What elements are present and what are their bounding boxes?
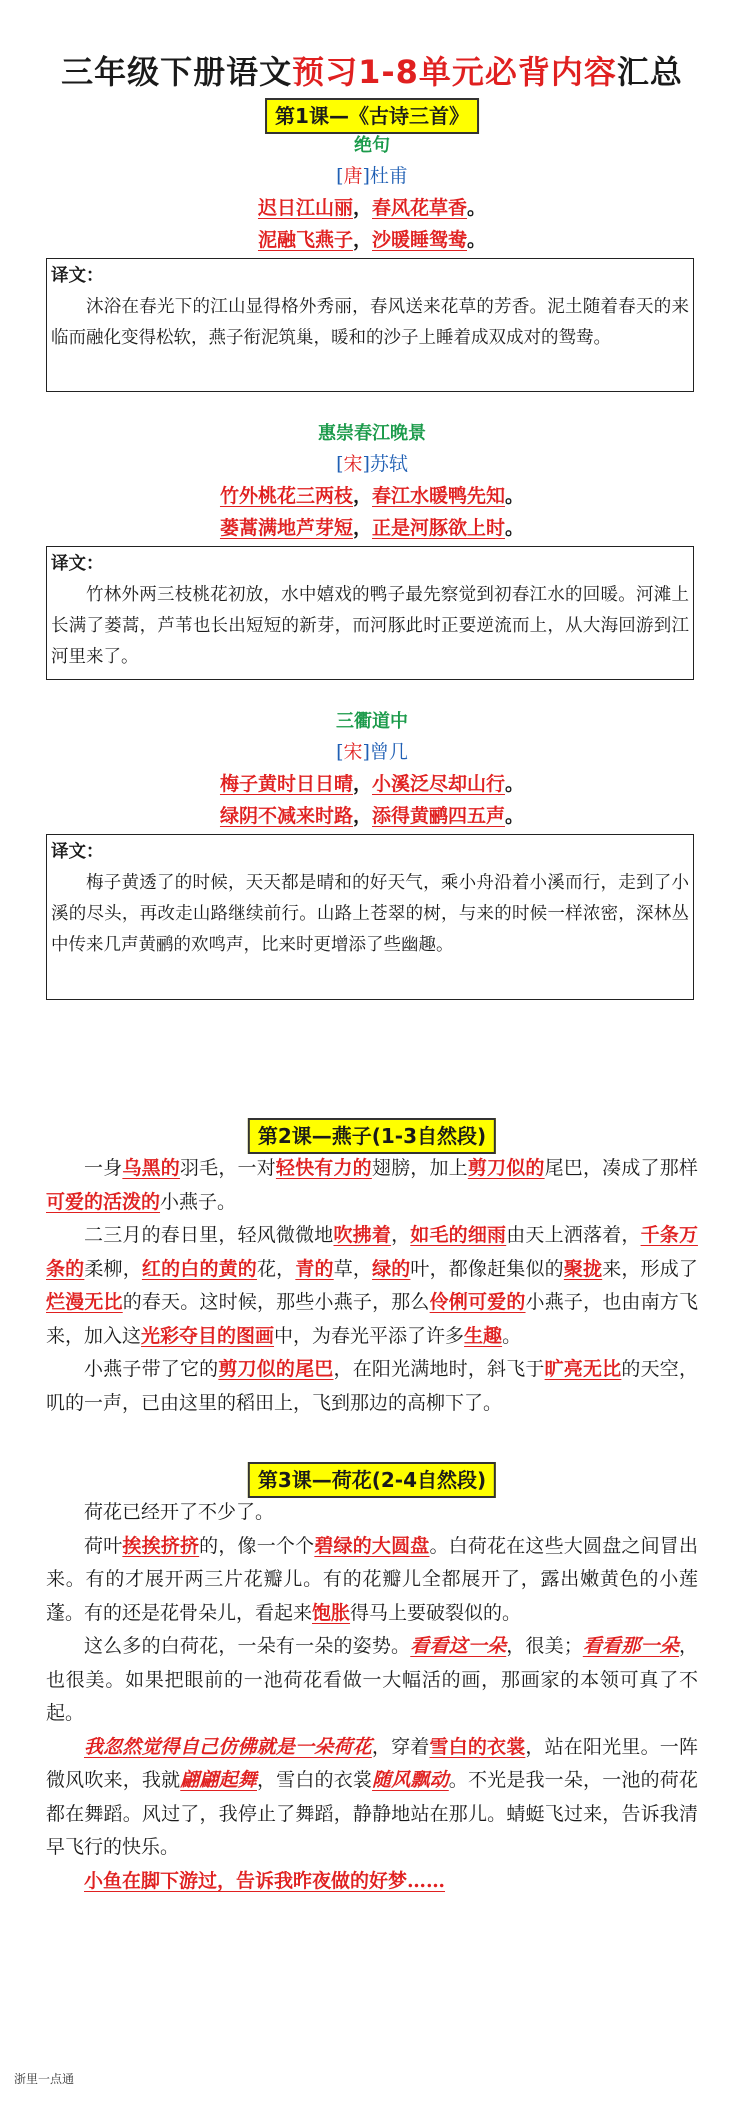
- poem1-line1b: 春风花草香: [372, 197, 468, 219]
- poem1-line2a: 泥融飞燕子: [257, 229, 353, 251]
- lesson2-heading: 第2课—燕子(1-3自然段): [248, 1118, 496, 1154]
- lesson3-text: [46, 1496, 698, 1898]
- poem2-author-name: 苏轼: [369, 453, 408, 475]
- poem3-translation: 梅子黄透了的时候，天天都是晴和的好天气，乘小舟沿着小溪而行，走到了小溪的尽头，再改走山路继续前行。山路上苍翠的树，与来的时候一样浓密，深林丛中传来几声黄鹂的欢鸣声，比来时更增添了些幽趣。: [51, 873, 689, 955]
- lesson3-heading: 第3课—荷花(2-4自然段): [248, 1462, 496, 1498]
- poem2-title: 惠崇春江晚景: [318, 423, 426, 444]
- poem1-author-name: 杜甫: [369, 165, 408, 187]
- title-part3: 汇总: [616, 53, 683, 91]
- poem2-translation: 竹林外两三枝桃花初放，水中嬉戏的鸭子最先察觉到初春江水的回暖。河滩上长满了蒌蒿，芦苇也长出短短的新芽，而河豚此时正要逆流而上，从大海回游到江河里来了。: [51, 585, 689, 667]
- lesson2-paragraph-1: 一身乌黑的羽毛，一对轻快有力的翅膀，加上剪刀似的尾巴，凑成了那样可爱的活泼的小燕子。: [46, 1157, 698, 1213]
- poem1-author: [唐]杜甫: [336, 165, 408, 187]
- poem3-line2a: 绿阴不减来时路: [219, 805, 353, 827]
- poem2-translation-box: [46, 546, 694, 680]
- poem2-author: [宋]苏轼: [336, 453, 408, 475]
- poem2-line2a: 蒌蒿满地芦芽短: [219, 517, 353, 539]
- poem3-title: 三衢道中: [336, 711, 408, 732]
- poem1-title: 绝句: [354, 135, 390, 156]
- page-title: [0, 50, 744, 94]
- lesson3-paragraph-4: 我忽然觉得自己仿佛就是一朵荷花，穿着雪白的衣裳，站在阳光里。一阵微风吹来，我就翩翩起舞，雪白的衣裳随风飘动。不光是我一朵，一池的荷花都在舞蹈。风过了，我停止了舞蹈，静静地站在那儿。蜻蜓飞过来，告诉我清早飞行的快乐。: [46, 1735, 698, 1858]
- poem2-line1b: 春江水暖鸭先知: [372, 485, 506, 507]
- poem3-line1b: 小溪泛尽却山行: [372, 773, 506, 795]
- poem3-translation-box: [46, 834, 694, 1000]
- poem2-line1: 竹外桃花三两枝，春江水暖鸭先知。: [219, 485, 525, 507]
- poem2-line1a: 竹外桃花三两枝: [219, 485, 353, 507]
- poem2-line2: 蒌蒿满地芦芽短，正是河豚欲上时。: [219, 517, 525, 539]
- poem1-line1: 迟日江山丽，春风花草香。: [257, 197, 487, 219]
- poem3-line1a: 梅子黄时日日晴: [219, 773, 353, 795]
- poem3-author-name: 曾几: [369, 741, 408, 763]
- poem2-translation-label: 译文：: [51, 554, 104, 574]
- poem3-author: [宋]曾几: [336, 741, 408, 763]
- poem3-line1: 梅子黄时日日晴，小溪泛尽却山行。: [219, 773, 525, 795]
- lesson3-paragraph-2: 荷叶挨挨挤挤的，像一个个碧绿的大圆盘。白荷花在这些大圆盘之间冒出来。有的才展开两三片花瓣儿。有的花瓣儿全都展开了，露出嫩黄色的小莲蓬。有的还是花骨朵儿，看起来饱胀得马上要破裂似的。: [46, 1534, 698, 1624]
- poem3-line2: 绿阴不减来时路，添得黄鹂四五声。: [219, 805, 525, 827]
- lesson2-paragraph-2: 二三月的春日里，轻风微微地吹拂着，如毛的细雨由天上洒落着，千条万条的柔柳，红的白的黄的花，青的草，绿的叶，都像赶集似的聚拢来，形成了烂漫无比的春天。这时候，那些小燕子，那么伶俐可爱的小燕子，也由南方飞来，加入这光彩夺目的图画中，为春光平添了许多生趣。: [46, 1224, 698, 1347]
- lesson2-paragraph-3: 小燕子带了它的剪刀似的尾巴，在阳光满地时，斜飞于旷亮无比的天空，叽的一声，已由这里的稻田上，飞到那边的高柳下了。: [46, 1358, 698, 1414]
- poem2-dynasty: 宋: [343, 453, 363, 475]
- poem3-line2b: 添得黄鹂四五声: [372, 805, 506, 827]
- lesson1-heading: 第1课—《古诗三首》: [265, 98, 479, 134]
- lesson3-paragraph-3: 这么多的白荷花，一朵有一朵的姿势。看看这一朵，很美；看看那一朵，也很美。如果把眼前的一池荷花看做一大幅活的画，那画家的本领可真了不起。: [46, 1635, 698, 1724]
- poem1-line2: 泥融飞燕子，沙暖睡鸳鸯。: [257, 229, 487, 251]
- lesson2-text: [46, 1152, 698, 1420]
- poem1-translation-label: 译文：: [51, 266, 104, 286]
- lesson3-paragraph-1: 荷花已经开了不少了。: [84, 1501, 275, 1523]
- lesson3-paragraph-5: 小鱼在脚下游过，告诉我昨夜做的好梦……: [84, 1869, 446, 1892]
- poem1-translation: 沐浴在春光下的江山显得格外秀丽，春风送来花草的芳香。泥土随着春天的来临而融化变得松软，燕子衔泥筑巢，暖和的沙子上睡着成双成对的鸳鸯。: [51, 297, 689, 348]
- poem1-translation-box: [46, 258, 694, 392]
- footer-watermark: 浙里一点通: [14, 2072, 75, 2086]
- title-part1: 三年级下册语文: [61, 53, 293, 91]
- poem3-dynasty: 宋: [343, 741, 363, 763]
- poem2-line2b: 正是河豚欲上时: [372, 517, 506, 539]
- poem1-line1a: 迟日江山丽: [257, 197, 353, 219]
- poem1-line2b: 沙暖睡鸳鸯: [372, 229, 468, 251]
- poem1-dynasty: 唐: [343, 165, 363, 187]
- poem3-translation-label: 译文：: [51, 842, 104, 862]
- title-part2: 预习1-8单元必背内容: [292, 53, 617, 91]
